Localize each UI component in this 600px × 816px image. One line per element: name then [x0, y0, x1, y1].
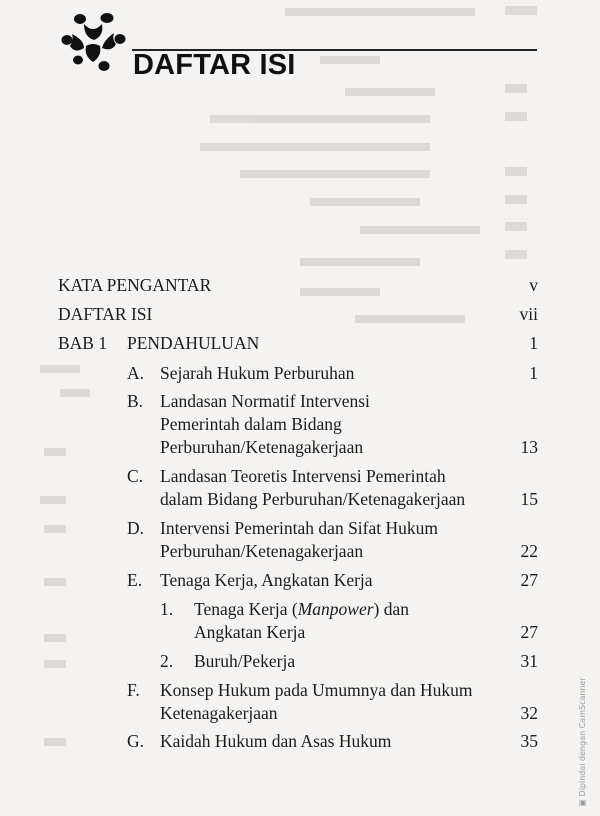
toc-page-number: vii — [519, 304, 538, 324]
toc-chapter-number: BAB 1 — [58, 333, 108, 353]
toc-section-title[interactable]: Intervensi Pemerintah dan Sifat Hukum — [160, 518, 438, 538]
toc-section-title[interactable]: Sejarah Hukum Perburuhan — [160, 363, 355, 383]
toc-page-number: 32 — [520, 703, 538, 723]
toc-subsection-number: 1. — [160, 599, 174, 619]
toc-section-letter: E. — [127, 570, 143, 590]
toc-page-number: 27 — [520, 570, 538, 590]
toc-section-title[interactable]: Konsep Hukum pada Umumnya dan Hukum — [160, 680, 473, 700]
toc-entry-daftar-isi[interactable]: DAFTAR ISI — [58, 304, 153, 324]
book-logo-icon — [60, 10, 126, 72]
toc-page-number: 13 — [520, 437, 538, 457]
toc-section-title[interactable]: Landasan Normatif Intervensi — [160, 391, 370, 411]
toc-section-title-cont[interactable]: Pemerintah dalam Bidang — [160, 414, 342, 434]
toc-section-letter: A. — [127, 363, 145, 383]
toc-page-number: 1 — [529, 363, 538, 383]
toc-subsection-number: 2. — [160, 651, 174, 671]
toc-chapter-title[interactable]: PENDAHULUAN — [127, 333, 260, 353]
toc-section-letter: D. — [127, 518, 145, 538]
toc-section-letter: C. — [127, 466, 144, 486]
scanner-watermark — [578, 677, 600, 808]
toc-page-number: 15 — [520, 489, 538, 509]
toc-section-title[interactable]: Kaidah Hukum dan Asas Hukum — [160, 731, 392, 751]
toc-section-title[interactable]: Landasan Teoretis Intervensi Pemerintah — [160, 466, 446, 486]
toc-subsection-text: ) dan — [373, 599, 410, 619]
toc-section-title-cont[interactable]: dalam Bidang Perburuhan/Ketenagakerjaan — [160, 489, 466, 509]
toc-page-number: 35 — [520, 731, 538, 751]
toc-section-letter: G. — [127, 731, 145, 751]
toc-subsection-text: Tenaga Kerja ( — [194, 599, 298, 619]
toc-subsection-italic: Manpower — [297, 599, 374, 619]
toc-section-title-cont[interactable]: Perburuhan/Ketenagakerjaan — [160, 541, 364, 561]
toc-entry-kata-pengantar[interactable]: KATA PENGANTAR — [58, 275, 212, 295]
toc-section-letter: F. — [127, 680, 140, 700]
page-title: DAFTAR ISI — [133, 49, 296, 81]
watermark-text: Dipindai dengan CamScanner — [578, 677, 587, 797]
toc-section-title-cont[interactable]: Ketenagakerjaan — [160, 703, 278, 723]
toc-page-number: 22 — [520, 541, 538, 561]
toc-section-title-cont[interactable]: Perburuhan/Ketenagakerjaan — [160, 437, 364, 457]
toc-page-number: 27 — [520, 622, 538, 642]
toc-section-title[interactable]: Tenaga Kerja, Angkatan Kerja — [160, 570, 373, 590]
toc-subsection-title[interactable]: Buruh/Pekerja — [194, 651, 296, 671]
watermark-logo-icon: ▣ — [578, 796, 587, 808]
toc-page-number: 1 — [529, 333, 538, 353]
toc-page-number: 31 — [520, 651, 538, 671]
toc-section-letter: B. — [127, 391, 144, 411]
toc-page-number: v — [529, 275, 538, 295]
toc-subsection-title[interactable] — [194, 597, 409, 621]
toc-subsection-title-cont[interactable]: Angkatan Kerja — [194, 622, 306, 642]
